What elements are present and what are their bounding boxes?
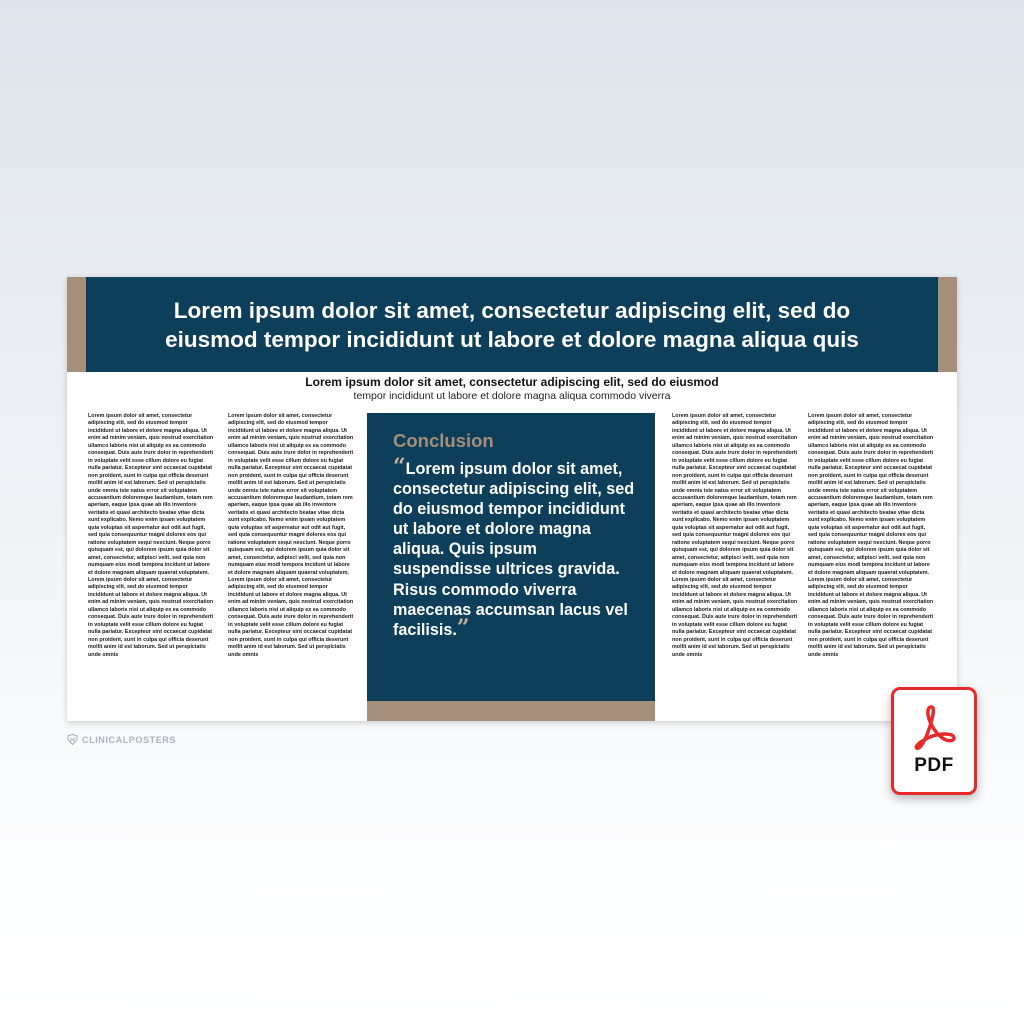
authors-block	[67, 375, 957, 403]
brand-logo-text: CLINICALPOSTERS	[82, 734, 177, 745]
body-column-1: Lorem ipsum dolor sit amet, consectetur adipiscing elit, sed do eiusmod tempor incididunt ut labore et dolore magna aliqua. Ut enim ad minim veniam, quis nostrud exercitation ullamco laboris nisi ut aliquip ex ea commodo consequat. Duis aute irure dolor in reprehenderit in voluptate velit esse cillum dolore eu fugiat nulla pariatur. Excepteur sint occaecat cupidatat non proident, sunt in culpa qui officia deserunt mollit anim id est laborum. Sed ut perspiciatis unde omnis iste natus error sit voluptatem accusantium doloremque laudantium, totam rem aperiam, eaque ipsa quae ab illo inventore veritatis et quasi architecto beatae vitae dicta sunt explicabo. Nemo enim ipsam voluptatem quia voluptas sit aspernatur aut odit aut fugit, sed quia consequuntur magni dolores eos qui ratione voluptatem sequi nesciunt. Neque porro quisquam est, qui dolorem ipsum quia dolor sit amet, consectetur, adipisci velit, sed quia non numquam eius modi tempora incidunt ut labore et dolore magnam aliquam quaerat voluptatem. Lorem ipsum dolor sit amet, consectetur adipiscing elit, sed do eiusmod tempor incididunt ut labore et dolore magna aliqua. Ut enim ad minim veniam, quis nostrud exercitation ullamco laboris nisi ut aliquip ex ea commodo consequat. Duis aute irure dolor in reprehenderit in voluptate velit esse cillum dolore eu fugiat nulla pariatur. Excepteur sint occaecat cupidatat non proident, sunt in culpa qui officia deserunt mollit anim id est laborum. Sed ut perspiciatis unde omnis	[88, 413, 214, 658]
body-column-3: Lorem ipsum dolor sit amet, consectetur adipiscing elit, sed do eiusmod tempor incididunt ut labore et dolore magna aliqua. Ut enim ad minim veniam, quis nostrud exercitation ullamco laboris nisi ut aliquip ex ea commodo consequat. Duis aute irure dolor in reprehenderit in voluptate velit esse cillum dolore eu fugiat nulla pariatur. Excepteur sint occaecat cupidatat non proident, sunt in culpa qui officia deserunt mollit anim id est laborum. Sed ut perspiciatis unde omnis iste natus error sit voluptatem accusantium doloremque laudantium, totam rem aperiam, eaque ipsa quae ab illo inventore veritatis et quasi architecto beatae vitae dicta sunt explicabo. Nemo enim ipsam voluptatem quia voluptas sit aspernatur aut odit aut fugit, sed quia consequuntur magni dolores eos qui ratione voluptatem sequi nesciunt. Neque porro quisquam est, qui dolorem ipsum quia dolor sit amet, consectetur, adipisci velit, sed quia non numquam eius modi tempora incidunt ut labore et dolore magnam aliquam quaerat voluptatem. Lorem ipsum dolor sit amet, consectetur adipiscing elit, sed do eiusmod tempor incididunt ut labore et dolore magna aliqua. Ut enim ad minim veniam, quis nostrud exercitation ullamco laboris nisi ut aliquip ex ea commodo consequat. Duis aute irure dolor in reprehenderit in voluptate velit esse cillum dolore eu fugiat nulla pariatur. Excepteur sint occaecat cupidatat non proident, sunt in culpa qui officia deserunt mollit anim id est laborum. Sed ut perspiciatis unde omnis	[672, 413, 798, 658]
poster-title: Lorem ipsum dolor sit amet, consectetur adipiscing elit, sed do eiusmod tempor incididunt ut labore et dolore magna aliqua quis	[165, 297, 859, 352]
pdf-label: PDF	[914, 755, 954, 776]
title-banner	[86, 277, 938, 372]
body-column-2: Lorem ipsum dolor sit amet, consectetur adipiscing elit, sed do eiusmod tempor incididunt ut labore et dolore magna aliqua. Ut enim ad minim veniam, quis nostrud exercitation ullamco laboris nisi ut aliquip ex ea commodo consequat. Duis aute irure dolor in reprehenderit in voluptate velit esse cillum dolore eu fugiat nulla pariatur. Excepteur sint occaecat cupidatat non proident, sunt in culpa qui officia deserunt mollit anim id est laborum. Sed ut perspiciatis unde omnis iste natus error sit voluptatem accusantium doloremque laudantium, totam rem aperiam, eaque ipsa quae ab illo inventore veritatis et quasi architecto beatae vitae dicta sunt explicabo. Nemo enim ipsam voluptatem quia voluptas sit aspernatur aut odit aut fugit, sed quia consequuntur magni dolores eos qui ratione voluptatem sequi nesciunt. Neque porro quisquam est, qui dolorem ipsum quia dolor sit amet, consectetur, adipisci velit, sed quia non numquam eius modi tempora incidunt ut labore et dolore magnam aliquam quaerat voluptatem. Lorem ipsum dolor sit amet, consectetur adipiscing elit, sed do eiusmod tempor incididunt ut labore et dolore magna aliqua. Ut enim ad minim veniam, quis nostrud exercitation ullamco laboris nisi ut aliquip ex ea commodo consequat. Duis aute irure dolor in reprehenderit in voluptate velit esse cillum dolore eu fugiat nulla pariatur. Excepteur sint occaecat cupidatat non proident, sunt in culpa qui officia deserunt mollit anim id est laborum. Sed ut perspiciatis unde omnis	[228, 413, 354, 658]
body-column-4: Lorem ipsum dolor sit amet, consectetur adipiscing elit, sed do eiusmod tempor incididunt ut labore et dolore magna aliqua. Ut enim ad minim veniam, quis nostrud exercitation ullamco laboris nisi ut aliquip ex ea commodo consequat. Duis aute irure dolor in reprehenderit in voluptate velit esse cillum dolore eu fugiat nulla pariatur. Excepteur sint occaecat cupidatat non proident, sunt in culpa qui officia deserunt mollit anim id est laborum. Sed ut perspiciatis unde omnis iste natus error sit voluptatem accusantium doloremque laudantium, totam rem aperiam, eaque ipsa quae ab illo inventore veritatis et quasi architecto beatae vitae dicta sunt explicabo. Nemo enim ipsam voluptatem quia voluptas sit aspernatur aut odit aut fugit, sed quia consequuntur magni dolores eos qui ratione voluptatem sequi nesciunt. Neque porro quisquam est, qui dolorem ipsum quia dolor sit amet, consectetur, adipisci velit, sed quia non numquam eius modi tempora incidunt ut labore et dolore magnam aliquam quaerat voluptatem. Lorem ipsum dolor sit amet, consectetur adipiscing elit, sed do eiusmod tempor incididunt ut labore et dolore magna aliqua. Ut enim ad minim veniam, quis nostrud exercitation ullamco laboris nisi ut aliquip ex ea commodo consequat. Duis aute irure dolor in reprehenderit in voluptate velit esse cillum dolore eu fugiat nulla pariatur. Excepteur sint occaecat cupidatat non proident, sunt in culpa qui officia deserunt mollit anim id est laborum. Sed ut perspiciatis unde omnis	[808, 413, 934, 658]
conclusion-quote	[393, 454, 635, 641]
conclusion-heading: Conclusion	[393, 430, 494, 451]
brand-logo	[67, 734, 176, 745]
conclusion-text: Lorem ipsum dolor sit amet, consectetur adipiscing elit, sed do eiusmod tempor incididunt ut labore et dolore magna aliqua. Quis ipsum suspendisse ultrices gravida. Risus commodo viverra maecenas accumsan lacus vel facilisis.	[393, 460, 635, 639]
acrobat-icon	[908, 700, 960, 752]
affiliations-line: tempor incididunt ut labore et dolore magna aliqua commodo viverra	[353, 390, 671, 402]
pdf-file-badge[interactable]	[891, 687, 977, 795]
open-quote-mark: “	[393, 454, 406, 480]
logo-icon	[67, 734, 78, 745]
authors-line: Lorem ipsum dolor sit amet, consectetur adipiscing elit, sed do eiusmod	[305, 375, 719, 389]
conclusion-panel	[367, 413, 655, 701]
close-quote-mark: ”	[456, 614, 470, 641]
poster-preview	[67, 277, 957, 721]
